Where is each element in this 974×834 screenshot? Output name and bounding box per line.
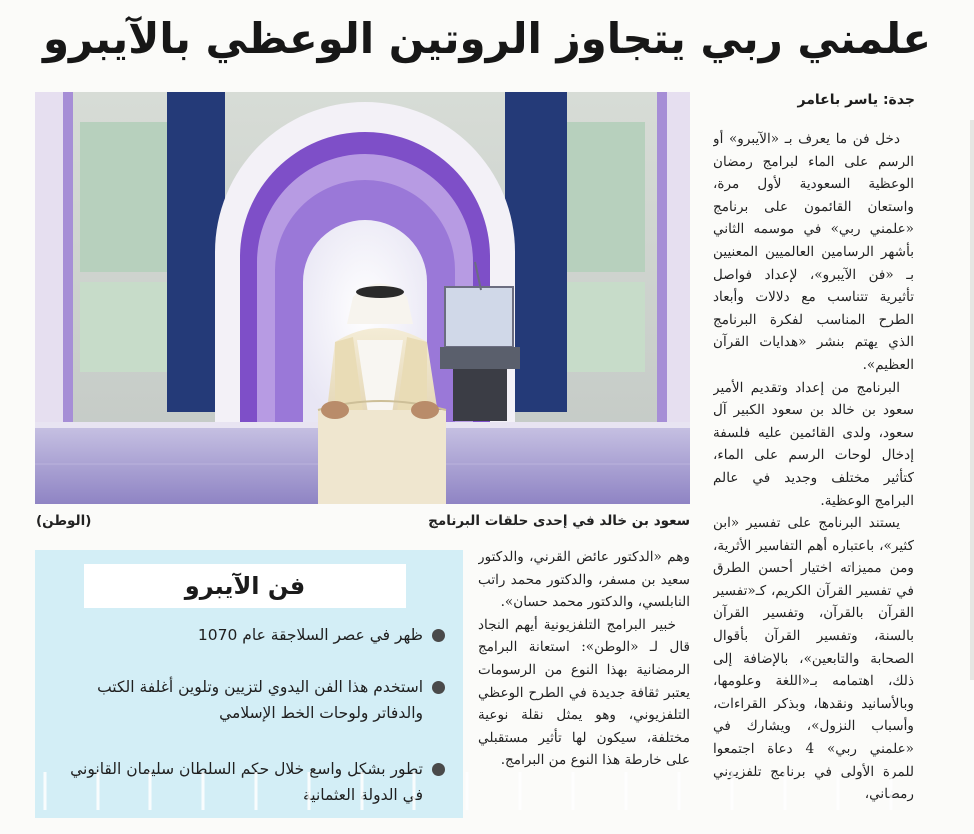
bullet-icon bbox=[432, 763, 445, 776]
article-paragraph: يستند البرنامج على تفسير «ابن كثير»، باعتباره أهم التفاسير الأثرية، ومن مميزاته اختيار أحسن الطرق في تفسير القرآن الكريم، كـ«تفسير القرآن بالقرآن، وتفسير القرآن بالسنة، وتفسير القرآن بأقوال الصحابة والتابعين»، بالإضافة إلى ذلك، اهتمامه بـ«اللغة وعلومها، وبالأسانيد ونقدها، وبذكر القراءات، وأسباب النزول»، ويشارك في «علمني ربي» 4 دعاة اجتمعوا للمرة الأولى في برنامج تلفزيوني رمضاني، bbox=[713, 515, 914, 803]
sidebar-fact-text: ظهر في عصر السلاجقة عام 1070 bbox=[197, 626, 423, 644]
article-paragraph: دخل فن ما يعرف بـ «الآيبرو» أو الرسم على الماء لبرامج رمضان الوعظية السعودية لأول مرة، واستعان القائمون على برنامج «علمني ربي» في موسمه الثاني بأشهر الرسامين العالميين المعنيين بـ «فن الآيبرو»، لإعداد فواصل تأثيرية تتناسب مع دلالات وأبعاد الطرح المناسب لفكرة البرنامج الذي يهتم بنشر «هدايات القرآن العظيم». bbox=[713, 131, 914, 373]
adjacent-page-edge bbox=[962, 120, 974, 680]
sidebar-box bbox=[35, 550, 463, 818]
sidebar-fact bbox=[45, 622, 445, 648]
photo-caption: سعود بن خالد في إحدى حلقات البرنامج bbox=[428, 513, 690, 529]
article-paragraph: وهم «الدكتور عائض القرني، والدكتور سعيد بن مسفر، والدكتور محمد راتب النابلسي، والدكتور محمد حسان». bbox=[478, 549, 690, 611]
article-paragraph: البرنامج من إعداد وتقديم الأمير سعود بن خالد بن سعود الكبير آل سعود، ولدى القائمين عليه فلسفة إدخال لوحات الرسم على الماء، كتأثير مختلف وجديد في عالم البرامج الوعظية. bbox=[713, 379, 914, 509]
bullet-icon bbox=[432, 629, 445, 642]
article-photo bbox=[35, 92, 690, 504]
sidebar-fact bbox=[45, 674, 445, 726]
bullet-icon bbox=[432, 681, 445, 694]
photo-credit: (الوطن) bbox=[36, 513, 92, 529]
sidebar-fact-text: تطور بشكل واسع خلال حكم السلطان سليمان القانوني في الدولة العثمانية bbox=[70, 760, 423, 804]
headline: علمني ربي يتجاوز الروتين الوعظي بالآيبرو bbox=[42, 14, 932, 63]
sidebar-fact bbox=[45, 756, 445, 808]
sidebar-title: فن الآيبرو bbox=[84, 564, 406, 608]
article-column-middle bbox=[478, 546, 690, 822]
article-column-right bbox=[713, 128, 914, 828]
article-paragraph: خبير البرامج التلفزيونية أيهم النجاد قال لـ «الوطن»: استعانة البرامج الرمضانية بهذا النوع من الرسومات يعتبر ثقافة جديدة في الطرح الوعظي التلفزيوني، وهو يمثل نقلة نوعية مختلفة، سيكون لها تأثير مستقبلي على خارطة هذا النوع من البرامج. bbox=[478, 616, 690, 769]
sidebar-fact-text: استخدم هذا الفن اليدوي لتزيين وتلوين أغلفة الكتب والدفاتر ولوحات الخط الإسلامي bbox=[97, 678, 423, 722]
byline: جدة: ياسر باعامر bbox=[797, 92, 915, 108]
